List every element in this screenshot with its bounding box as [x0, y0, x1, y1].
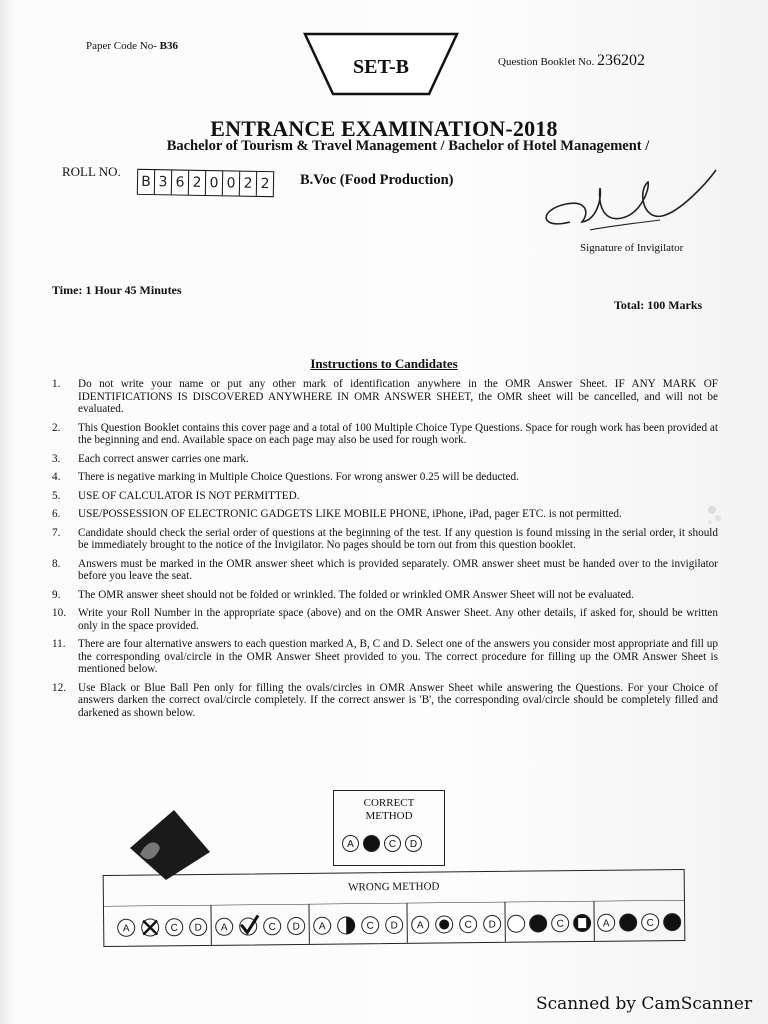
oval-c-icon: C — [384, 835, 401, 852]
wrong-method-label: WRONG METHOD — [348, 880, 440, 894]
paper-code — [86, 40, 178, 52]
wrong-example-multiple-filled — [508, 914, 591, 932]
roll-digit-box: B — [138, 170, 155, 194]
ink-smudge-mark — [126, 808, 212, 882]
wrong-method-examples — [104, 900, 684, 946]
svg-text:C: C — [646, 917, 654, 929]
instruction-item: 9. The OMR answer sheet should not be folded or wrinkled. The folded or wrinkled OMR Answer Sheet will not be evaluated. — [52, 588, 634, 601]
roll-digit-box: 2 — [260, 175, 270, 193]
roll-digit-box: 3 — [155, 170, 172, 194]
total-marks: Total: 100 Marks — [614, 298, 703, 312]
svg-text:C: C — [464, 919, 472, 931]
svg-text:A: A — [602, 918, 610, 930]
svg-text:D: D — [390, 920, 398, 932]
svg-text:D: D — [194, 922, 202, 934]
svg-text:C: C — [556, 918, 564, 930]
wrong-example-tick — [216, 915, 305, 935]
programme-title-line2: B.Voc (Food Production) — [300, 172, 454, 188]
roll-digit-box: 2 — [189, 171, 206, 195]
instruction-item: 1. Do not write your name or put any other mark of identification anywhere in the OMR Answer Sheet. IF ANY MARK OF IDENTIFICATIONS IS DISCOVERED ANYWHERE IN OMR ANSWER SHEET, the OMR sheet will be cancelled, and will not be evaluated. — [52, 378, 718, 415]
instruction-item: 3. Each correct answer carries one mark. — [52, 452, 249, 465]
wrong-example-double-filled — [598, 913, 681, 931]
svg-text:A: A — [416, 920, 424, 932]
instruction-item: 6. USE/POSSESSION OF ELECTRONIC GADGETS LIKE MOBILE PHONE, iPhone, iPad, pager ETC. is not permitted. — [52, 508, 622, 520]
wrong-example-dot — [412, 915, 501, 933]
roll-digit-box: 6 — [172, 170, 189, 194]
instructions-heading: Instructions to Candidates — [310, 356, 458, 371]
booklet-number — [498, 52, 645, 70]
signature-label: Signature of Invigilator — [580, 242, 684, 254]
paper-code-label: Paper Code No- — [86, 40, 157, 52]
booklet-label: Question Booklet No. — [498, 56, 595, 68]
exam-duration: Time: 1 Hour 45 Minutes — [52, 283, 182, 297]
instruction-item: 5. USE OF CALCULATOR IS NOT PERMITTED. — [52, 489, 300, 502]
roll-digit-box: 0 — [223, 171, 240, 195]
oval-d-icon: D — [405, 835, 422, 852]
oval-a-icon: A — [342, 835, 359, 852]
svg-text:A: A — [220, 922, 228, 934]
instruction-item: 2. This Question Booklet contains this cover page and a total of 100 Multiple Choice Type Questions. Space for rough work has been provided at the beginning and end. Available space on each page may also be used for rough work. — [52, 421, 718, 446]
roll-number-label: ROLL NO. — [62, 164, 121, 179]
instruction-item: 12. Use Black or Blue Ball Pen only for filling the ovals/circles in OMR Answer Sheet while answering the Questions. For your Choice of answers darken the correct oval/circle completely. If the correct answer is 'B', the corresponding oval/circle should be completely filled and darkened as shown below. — [52, 681, 718, 719]
exam-title: ENTRANCE EXAMINATION-2018 — [210, 116, 558, 141]
instruction-item: 7. Candidate should check the serial order of questions at the beginning of the test. If any question is found missing in the serial order, it should be immediately brought to the notice of the Invigilator. No pages should be torn out from this question booklet. — [52, 526, 718, 551]
svg-text:C: C — [366, 920, 374, 932]
svg-text:C: C — [268, 921, 276, 933]
roll-digit-box: 0 — [206, 171, 223, 195]
roll-digit-box: 2 — [240, 172, 257, 196]
instructions-list — [48, 378, 718, 725]
instruction-item: 8. Answers must be marked in the OMR answer sheet which is provided separately. OMR answer sheet must be handed over to the invigilator before you leave the seat. — [52, 557, 718, 582]
svg-text:D: D — [292, 921, 300, 933]
roll-number-boxes — [137, 169, 274, 197]
scanner-watermark: Scanned by CamScanner — [536, 994, 753, 1014]
instruction-item: 11. There are four alternative answers to each question marked A, B, C and D. Select one of the answers you consider most appropriate and fill up the corresponding oval/circle in the OMR Answer Sheet provided to you. The correct procedure for filling up the OMR Answer Sheet is mentioned below. — [52, 638, 718, 675]
paper-code-value: B36 — [159, 40, 178, 52]
correct-method-label: CORRECT METHOD — [363, 797, 415, 822]
oval-b-filled-icon — [363, 835, 380, 852]
invigilator-signature — [530, 160, 720, 246]
instruction-item: 4. There is negative marking in Multiple Choice Questions. For wrong answer 0.25 will be deducted. — [52, 471, 519, 483]
svg-text:A: A — [122, 923, 130, 935]
svg-text:C: C — [170, 922, 178, 934]
programme-title: Bachelor of Tourism & Travel Management / Bachelor of Hotel Management / — [166, 138, 650, 154]
instruction-item: 10. Write your Roll Number in the appropriate space (above) and on the OMR Answer Sheet. Any other details, if asked for, should be written only in the space provided. — [52, 607, 718, 632]
wrong-example-half-filled — [314, 916, 403, 934]
scan-noise-speck — [700, 496, 730, 536]
svg-text:D: D — [488, 919, 496, 931]
booklet-number-value: 236202 — [597, 52, 645, 69]
svg-text:A: A — [318, 921, 326, 933]
wrong-example-cross — [118, 918, 207, 936]
set-label: SET-B — [353, 56, 409, 78]
correct-method-box — [333, 790, 445, 866]
correct-method-ovals — [342, 835, 422, 852]
